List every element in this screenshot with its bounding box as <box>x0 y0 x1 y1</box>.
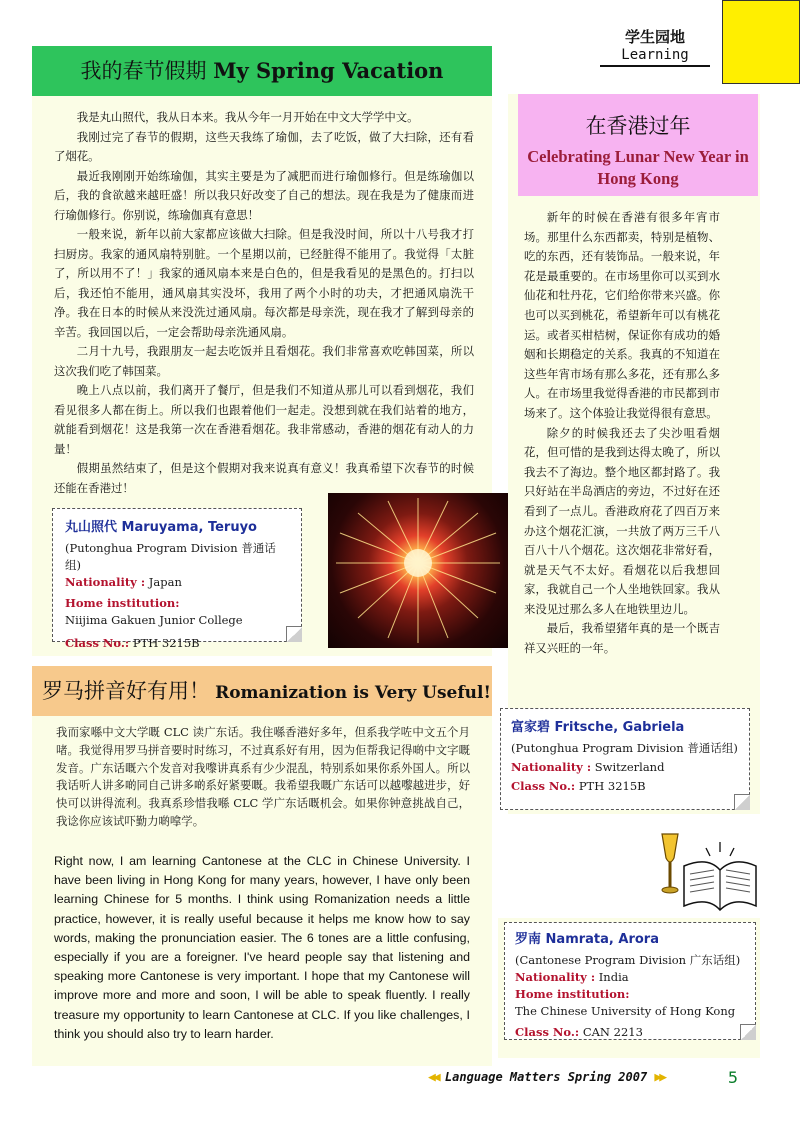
author-name-en: Namrata, Arora <box>545 932 659 947</box>
article1-header <box>32 46 492 96</box>
author-division: (Putonghua Program Division 普通话组) <box>511 741 738 755</box>
author-class: Class No.: PTH 3215B <box>65 636 200 650</box>
author-name <box>511 719 739 736</box>
section-tag <box>600 26 710 67</box>
author-nationality: Nationality : Switzerland <box>511 760 665 774</box>
article2-body-en: Right now, I am learning Cantonese at the CLC in Chinese University. I have been living in Hong Kong for many years, however, I have only been learning Chinese for 5 months. I think using Romanization needs a little practice, however, it is really useful because it helps me know how to say words, making the pronunciation easier. The 6 tones are a little confusing, especially if you are a foreigner. I've heard people say that listening and speaking more Cantonese is very important. I hope that my Cantonese will improve more and more and soon, I will be able to speak fluently. I really treasure my opportunity to learn Cantonese at CLC. If you like challenges, I think you should also try to learn harder. <box>54 854 470 1041</box>
author-division: (Putonghua Program Division 普通话组) <box>65 541 276 572</box>
section-title-cn: 学生园地 <box>624 28 685 46</box>
article1-paragraph: 晚上八点以前，我们离开了餐厅，但是我们不知道从那儿可以看到烟花，我们看见很多人都在街上。所以我们也跟着他们一起走。没想到就在我们站着的地方，就能看到烟花！这是我第一次在香港看烟花。我非常感动，香港的烟花有动人的力量！ <box>54 383 474 456</box>
author-institution-label: Home institution: <box>65 596 180 610</box>
article3-body <box>524 208 720 659</box>
corner-yellow-box <box>722 0 800 84</box>
article1-paragraph: 最近我刚刚开始练瑜伽，其实主要是为了减肥而进行瑜伽修行。但是练瑜伽以后，我的食欲越来越旺盛！所以我只好改变了自己的想法。现在我是为了健康而进行瑜伽修行。你别说，练瑜伽真有意思！ <box>54 168 474 222</box>
author-name-cn: 丸山照代 <box>65 520 118 535</box>
article1-title-cn: 我的春节假期 <box>80 59 207 83</box>
section-title-en: Learning <box>600 47 710 67</box>
article1-title-en: My Spring Vacation <box>213 58 444 83</box>
article3-title-cn: 在香港过年 <box>585 114 691 138</box>
article1-paragraph: 我刚过完了春节的假期，这些天我练了瑜伽，去了吃饭，做了大扫除，还有看了烟花。 <box>54 129 474 163</box>
page-fold-corner <box>734 794 750 810</box>
author-division: (Cantonese Program Division 广东话组) <box>515 953 741 967</box>
article1-body <box>54 108 474 498</box>
footer-text: Language Matters Spring 2007 <box>444 1070 648 1084</box>
author-card-namrata <box>504 922 756 1040</box>
article1-paragraph: 假期虽然结束了，但是这个假期对我来说真有意义！我真希望下次春节的时候还能在香港过！ <box>54 461 474 495</box>
author-name-en: Fritsche, Gabriela <box>554 720 685 735</box>
article3-paragraph: 新年的时候在香港有很多年宵市场。那里什么东西都卖，特别是植物、吃的东西，还有装饰品。一般来说，年花是最重要的。在市场里你可以买到水仙花和牡丹花，它们给你带来兴盛。你也可以买到桃花，希望新年可以有桃花运。或者买柑桔树，保证你有成功的婚姻和长期稳定的关系。我真的不知道在这些年宵市场有那么多花，还有那么多人。在市场里我觉得香港的市民都到市场来了。这个体验让我觉得很有意思。 <box>524 210 720 420</box>
author-nationality: Nationality : India <box>515 970 629 984</box>
author-nationality: Nationality : Japan <box>65 575 182 589</box>
article3-header <box>518 94 758 196</box>
article1-paragraph: 我是丸山照代，我从日本来。我从今年一月开始在中文大学学中文。 <box>76 110 419 124</box>
page-fold-corner <box>286 626 302 642</box>
author-class: Class No.: CAN 2213 <box>515 1025 643 1039</box>
author-name-cn: 富家碧 <box>511 720 551 735</box>
author-institution: The Chinese University of Hong Kong <box>515 1004 736 1018</box>
article3-paragraph: 最后，我希望猪年真的是一个既吉祥又兴旺的一年。 <box>524 621 720 656</box>
author-institution: Niijima Gakuen Junior College <box>65 613 243 627</box>
page-footer <box>428 1070 758 1090</box>
author-name <box>65 519 289 536</box>
article1-paragraph: 一般来说，新年以前大家都应该做大扫除。但是我没时间，所以十八号我才打扫厨房。我家的通风扇特别脏。一个星期以前，已经脏得不能用了。我觉得「太脏了，所以用不了！」我家的通风扇本来是白色的，但是我看见的是黑色的。打扫以后，我还怕不能用，通风扇其实没坏，我用了两个小时的功夫，才把通风扇洗干净。我在日本的时候从来没洗过通风扇。每次都是母亲洗，现在我才了解到母亲的辛苦。我回国以后，一定会帮助母亲洗通风扇。 <box>54 227 474 339</box>
next-arrows-icon: ▶▶ <box>654 1070 665 1085</box>
author-class: Class No.: PTH 3215B <box>511 779 646 793</box>
article2-title-en: Romanization is Very Useful! <box>215 683 491 703</box>
author-name <box>515 931 745 948</box>
article2-title-cn: 罗马拼音好有用！ <box>42 679 210 703</box>
author-card-maruyama <box>52 508 302 650</box>
fireworks-photo <box>328 493 508 648</box>
book-and-bell-icon <box>648 826 758 922</box>
article2-panel <box>32 716 492 1066</box>
article2-header <box>32 666 492 716</box>
author-name-cn: 罗南 <box>515 932 542 947</box>
author-institution-label: Home institution: <box>515 987 630 1001</box>
page-number: 5 <box>727 1068 738 1087</box>
article2-body-cn: 我而家喺中文大学嘅 CLC 读广东话。我住喺香港好多年，但系我学咗中文五个月啫。我觉得用罗马拼音要时时练习，不过真系好有用，因为佢帮我记得啲中文字嘅发音。广东话嘅六个发音对我嚟讲真系有少少混乱，特别系如果你系外国人。所以我话听人讲多啲同自己讲多啲系好紧要嘅。我希望我嘅广东话可以越嚟越进步，好快可以讲得流利。我真系珍惜我喺 CLC 学广东话嘅机会。如果你钟意挑战自己，我谂你应该试吓勤力啲嗱学。 <box>56 725 470 828</box>
prev-arrows-icon: ◀◀ <box>428 1070 438 1085</box>
article1-paragraph: 二月十九号，我跟朋友一起去吃饭并且看烟花。我们非常喜欢吃韩国菜，所以这次我们吃了韩国菜。 <box>54 344 474 378</box>
article3-title-en: Celebrating Lunar New Year in Hong Kong <box>527 147 749 188</box>
author-name-en: Maruyama, Teruyo <box>121 520 257 535</box>
author-card-fritsche <box>500 708 750 810</box>
page-fold-corner <box>740 1024 756 1040</box>
article3-paragraph: 除夕的时候我还去了尖沙咀看烟花，但可惜的是我到达得太晚了，所以我去不了海边。整个地区都封路了。我只好站在半岛酒店的旁边，不过好在还看到了一点儿。香港政府花了四百万来办这个烟花汇演，一共放了两万三千八百八十八个烟花。这次烟花非常好看，就是天气不太好。看烟花以后我想回家，我就自己一个人坐地铁回家。我从来没见过那么多人在地铁里边儿。 <box>524 425 720 616</box>
